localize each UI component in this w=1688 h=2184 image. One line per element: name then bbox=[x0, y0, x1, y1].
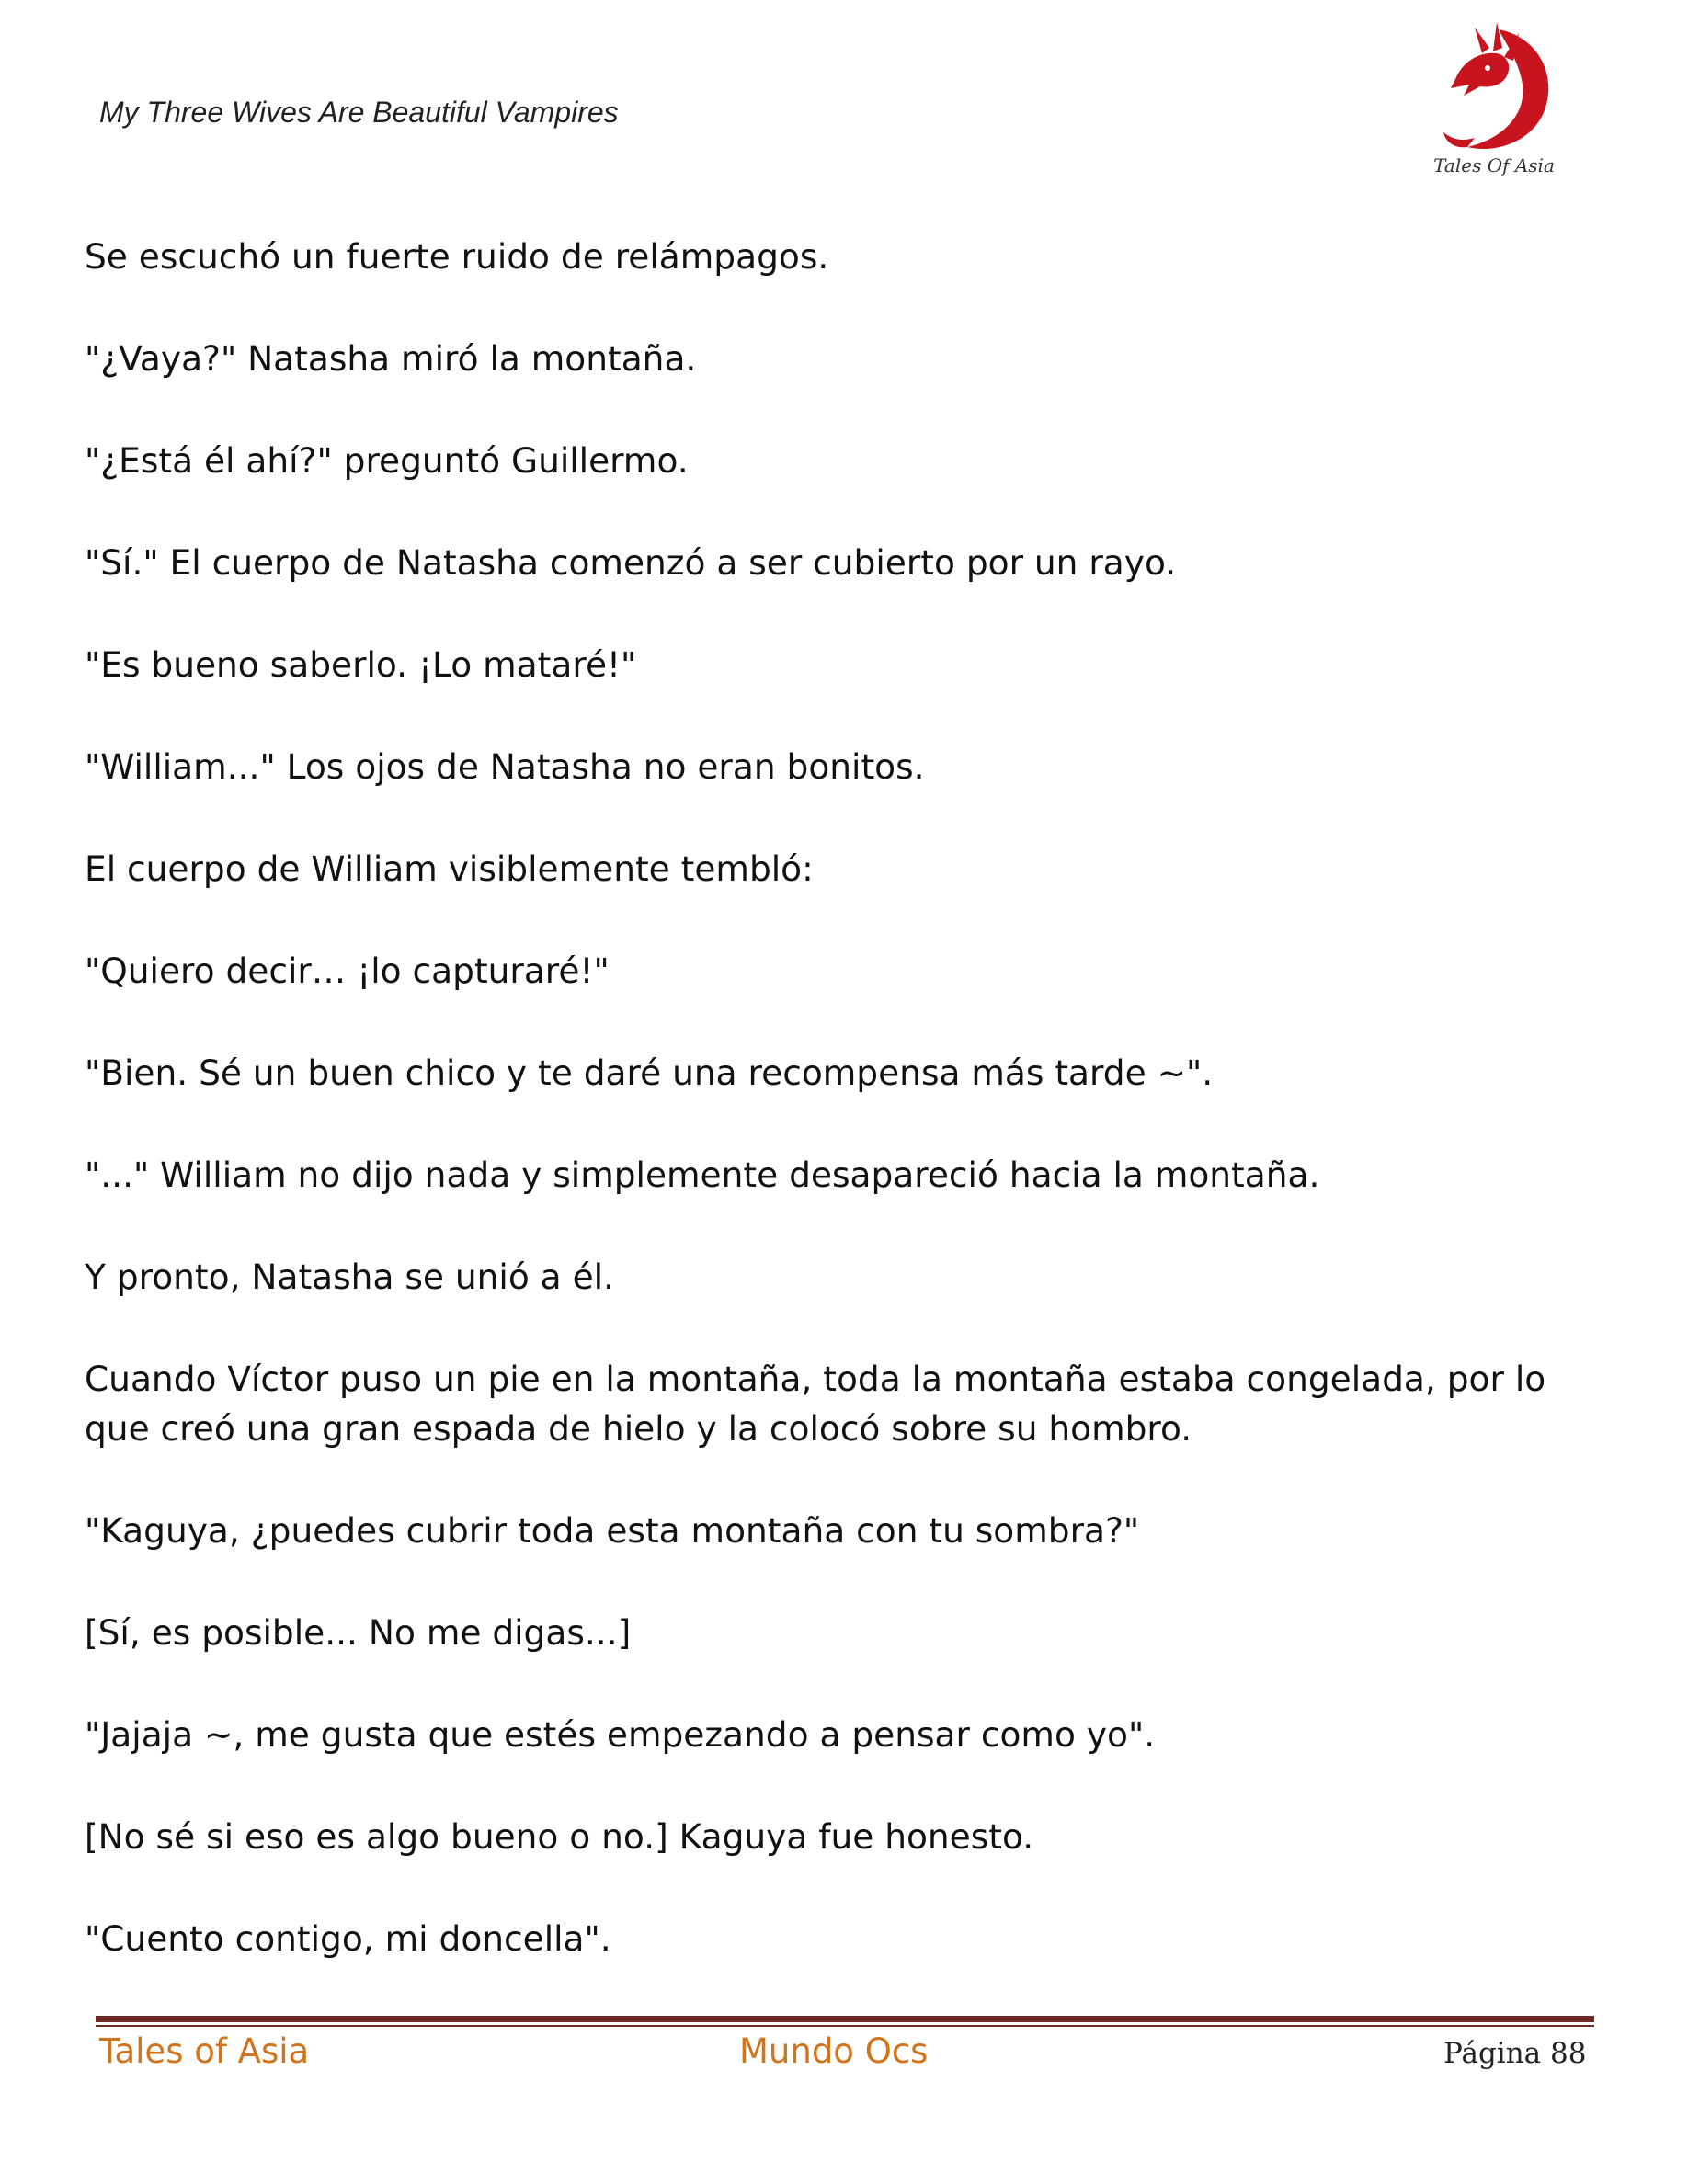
footer-translator-name: Mundo Ocs bbox=[739, 2031, 929, 2071]
paragraph: "Es bueno saberlo. ¡Lo mataré!" bbox=[85, 644, 637, 685]
paragraph: Se escuchó un fuerte ruido de relámpagos. bbox=[85, 236, 829, 277]
paragraph: [Sí, es posible... No me digas...] bbox=[85, 1612, 632, 1653]
footer-divider-thick bbox=[96, 2016, 1594, 2022]
footer-site-name: Tales of Asia bbox=[99, 2031, 310, 2071]
paragraph: "..." William no dijo nada y simplemente desapareció hacia la montaña. bbox=[85, 1155, 1320, 1195]
footer-divider-thin bbox=[96, 2025, 1594, 2027]
paragraph: "¿Vaya?" Natasha miró la montaña. bbox=[85, 338, 697, 379]
paragraph: "Quiero decir… ¡lo capturaré!" bbox=[85, 950, 610, 991]
running-header-title: My Three Wives Are Beautiful Vampires bbox=[99, 96, 619, 129]
paragraph: "Sí." El cuerpo de Natasha comenzó a ser cubierto por un rayo. bbox=[85, 542, 1177, 583]
paragraph: "William..." Los ojos de Natasha no eran bonitos. bbox=[85, 746, 925, 787]
paragraph: Cuando Víctor puso un pie en la montaña, toda la montaña estaba congelada, por lo que creó una gran espada de hielo y la colocó sobre su hombro. bbox=[85, 1359, 1546, 1449]
tales-of-asia-logo bbox=[1427, 20, 1561, 181]
red-dragon-logo-icon bbox=[1427, 20, 1561, 158]
paragraph: "Bien. Sé un buen chico y te daré una recompensa más tarde ~". bbox=[85, 1052, 1214, 1093]
page-body bbox=[85, 232, 1611, 2016]
footer-page-number: Página 88 bbox=[1443, 2037, 1587, 2070]
paragraph: Y pronto, Natasha se unió a él. bbox=[85, 1257, 614, 1297]
paragraph: El cuerpo de William visiblemente tembló: bbox=[85, 848, 814, 889]
paragraph: "¿Está él ahí?" preguntó Guillermo. bbox=[85, 440, 689, 481]
paragraph: "Kaguya, ¿puedes cubrir toda esta montaña con tu sombra?" bbox=[85, 1510, 1140, 1551]
footer-divider bbox=[96, 2016, 1594, 2027]
paragraph: [No sé si eso es algo bueno o no.] Kaguya fue honesto. bbox=[85, 1816, 1034, 1857]
logo-text: Tales Of Asia bbox=[1433, 154, 1555, 176]
paragraph: "Cuento contigo, mi doncella". bbox=[85, 1918, 611, 1959]
paragraph: "Jajaja ~, me gusta que estés empezando a pensar como yo". bbox=[85, 1714, 1156, 1755]
